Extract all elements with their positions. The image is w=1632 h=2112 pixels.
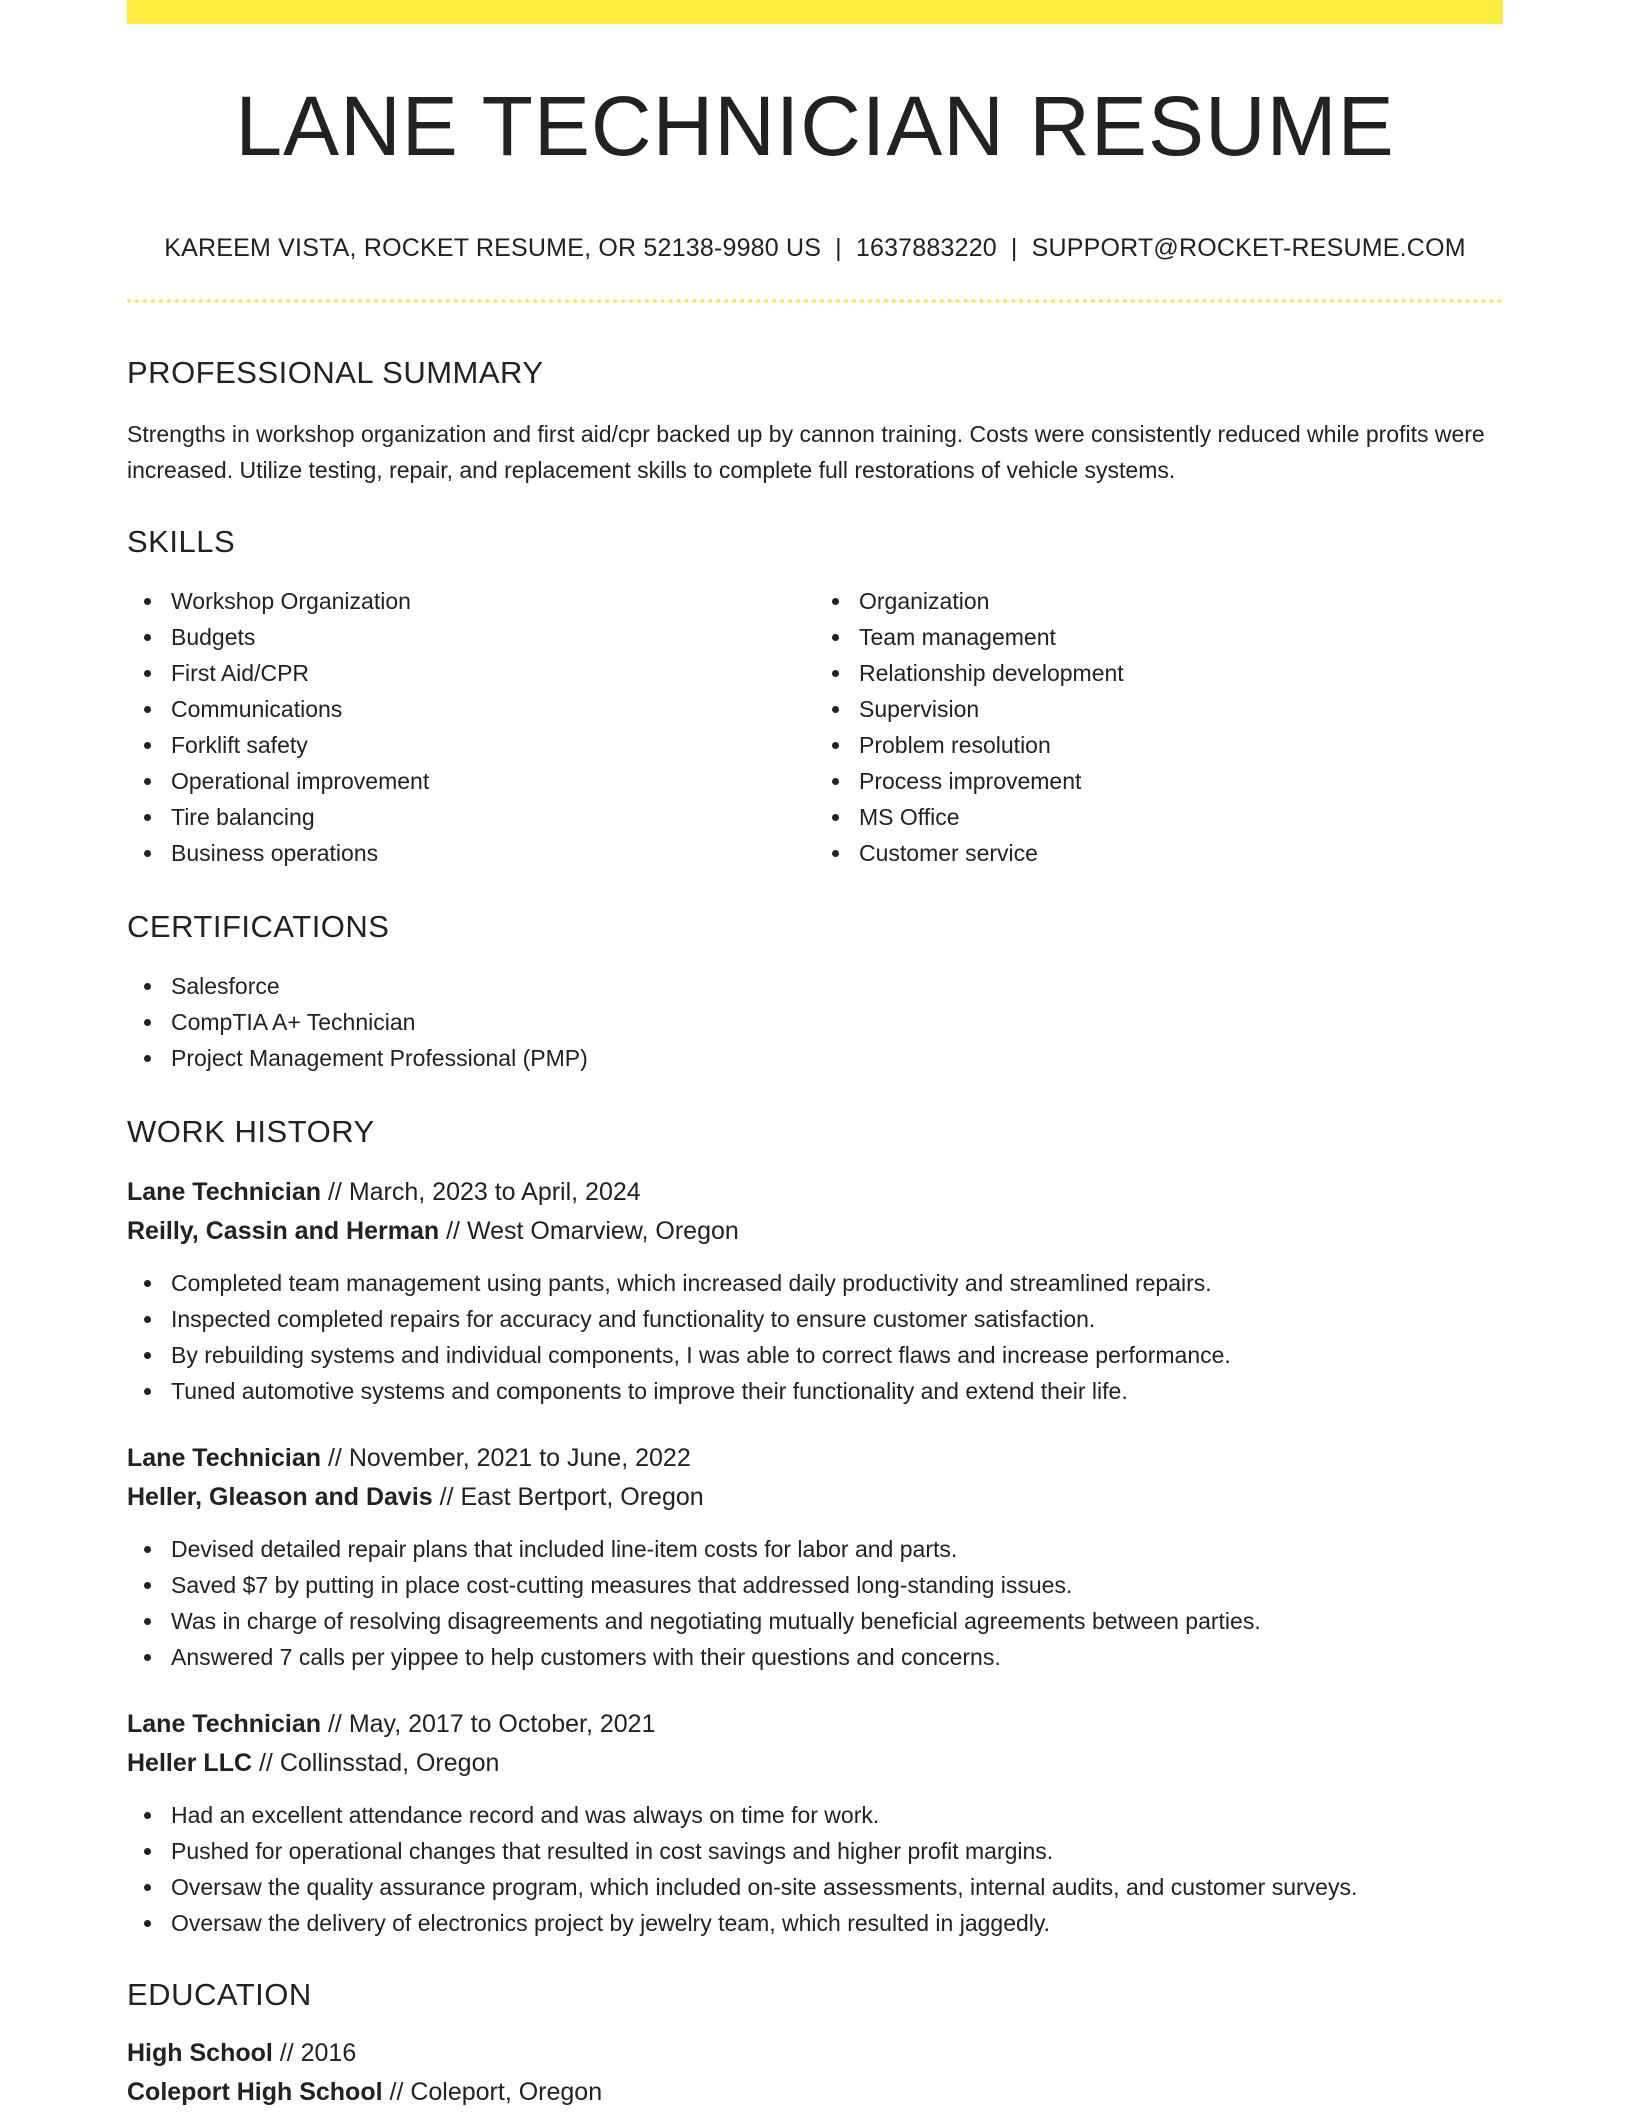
skill-item: Customer service	[859, 835, 1503, 871]
skill-item: Problem resolution	[859, 727, 1503, 763]
skill-item: Organization	[859, 583, 1503, 619]
contact-separator: |	[835, 234, 842, 262]
job-entry	[127, 1173, 1503, 1409]
job-company: Heller, Gleason and Davis	[127, 1483, 433, 1511]
job-dates: // March, 2023 to April, 2024	[321, 1178, 641, 1206]
contact-separator: |	[1010, 234, 1018, 262]
job-title: Lane Technician	[127, 1178, 322, 1206]
job-bullet: Had an excellent attendance record and was always on time for work.	[171, 1797, 1503, 1833]
job-bullet: Tuned automotive systems and components to improve their functionality and extend their life.	[171, 1373, 1503, 1409]
skill-item: Budgets	[171, 619, 815, 655]
job-title-line	[127, 1173, 1503, 1212]
job-company-line	[127, 1212, 1503, 1251]
skill-item: Forklift safety	[171, 727, 815, 763]
dotted-divider	[127, 299, 1503, 303]
job-location: // East Bertport, Oregon	[432, 1483, 704, 1511]
job-dates: // May, 2017 to October, 2021	[321, 1710, 656, 1738]
job-bullets	[127, 1797, 1503, 1941]
certifications-list	[127, 968, 1503, 1076]
skill-item: MS Office	[859, 799, 1503, 835]
certification-item: CompTIA A+ Technician	[171, 1004, 1503, 1040]
education-school: Coleport High School	[127, 2078, 383, 2106]
job-dates: // November, 2021 to June, 2022	[321, 1444, 691, 1472]
job-bullets	[127, 1531, 1503, 1675]
contact-phone: 1637883220	[855, 234, 997, 262]
skills-heading: SKILLS	[127, 524, 236, 559]
certifications-heading: CERTIFICATIONS	[127, 909, 390, 944]
job-entry	[127, 1705, 1503, 1941]
skills-list-right	[815, 583, 1503, 871]
job-title-line	[127, 1705, 1503, 1744]
contact-email: SUPPORT@ROCKET-RESUME.COM	[1031, 234, 1466, 262]
education-degree-line	[127, 2034, 1503, 2073]
skill-item: Team management	[859, 619, 1503, 655]
skill-item: Supervision	[859, 691, 1503, 727]
accent-bar	[127, 0, 1503, 24]
skill-item: Operational improvement	[171, 763, 815, 799]
education-heading: EDUCATION	[127, 1977, 312, 2012]
education-degree: High School	[127, 2039, 273, 2067]
job-bullet: Oversaw the delivery of electronics project by jewelry team, which resulted in jaggedly.	[171, 1905, 1503, 1941]
skills-columns	[127, 583, 1503, 871]
job-company: Heller LLC	[127, 1749, 253, 1777]
job-location: // Collinsstad, Oregon	[252, 1749, 500, 1777]
resume-title: LANE TECHNICIAN RESUME	[235, 79, 1395, 173]
job-title: Lane Technician	[127, 1710, 322, 1738]
job-title-line	[127, 1439, 1503, 1478]
skill-item: Business operations	[171, 835, 815, 871]
skill-item: First Aid/CPR	[171, 655, 815, 691]
job-bullet: Oversaw the quality assurance program, which included on-site assessments, internal audits, and customer surveys.	[171, 1869, 1503, 1905]
contact-address: KAREEM VISTA, ROCKET RESUME, OR 52138-9980 US	[164, 234, 822, 262]
skill-item: Tire balancing	[171, 799, 815, 835]
job-title: Lane Technician	[127, 1444, 322, 1472]
resume-page	[127, 0, 1503, 2112]
summary-heading: PROFESSIONAL SUMMARY	[127, 355, 544, 390]
job-bullets	[127, 1265, 1503, 1409]
job-bullet: Pushed for operational changes that resulted in cost savings and higher profit margins.	[171, 1833, 1503, 1869]
summary-text: Strengths in workshop organization and first aid/cpr backed up by cannon training. Costs were consistently reduced while profits were increased. Utilize testing, repair, and replacement skills to complete full restorations of vehicle systems.	[127, 421, 1485, 483]
job-bullet: Inspected completed repairs for accuracy and functionality to ensure customer satisfaction.	[171, 1301, 1503, 1337]
skill-item: Process improvement	[859, 763, 1503, 799]
job-bullet: Devised detailed repair plans that included line-item costs for labor and parts.	[171, 1531, 1503, 1567]
job-bullet: Answered 7 calls per yippee to help customers with their questions and concerns.	[171, 1639, 1503, 1675]
education-school-line	[127, 2073, 1503, 2112]
skill-item: Communications	[171, 691, 815, 727]
job-entry	[127, 1439, 1503, 1675]
education-entry	[127, 2034, 1503, 2112]
education-year: // 2016	[272, 2039, 357, 2067]
job-company-line	[127, 1478, 1503, 1517]
job-bullet: By rebuilding systems and individual components, I was able to correct flaws and increase performance.	[171, 1337, 1503, 1373]
job-company: Reilly, Cassin and Herman	[127, 1217, 440, 1245]
job-bullet: Completed team management using pants, which increased daily productivity and streamlined repairs.	[171, 1265, 1503, 1301]
skill-item: Workshop Organization	[171, 583, 815, 619]
education-location: // Coleport, Oregon	[382, 2078, 603, 2106]
job-bullet: Saved $7 by putting in place cost-cutting measures that addressed long-standing issues.	[171, 1567, 1503, 1603]
job-company-line	[127, 1744, 1503, 1783]
job-location: // West Omarview, Oregon	[439, 1217, 739, 1245]
job-bullet: Was in charge of resolving disagreements and negotiating mutually beneficial agreements between parties.	[171, 1603, 1503, 1639]
work-history-heading: WORK HISTORY	[127, 1114, 375, 1149]
certification-item: Salesforce	[171, 968, 1503, 1004]
contact-line	[127, 236, 1503, 261]
skills-list-left	[127, 583, 815, 871]
certification-item: Project Management Professional (PMP)	[171, 1040, 1503, 1076]
skill-item: Relationship development	[859, 655, 1503, 691]
